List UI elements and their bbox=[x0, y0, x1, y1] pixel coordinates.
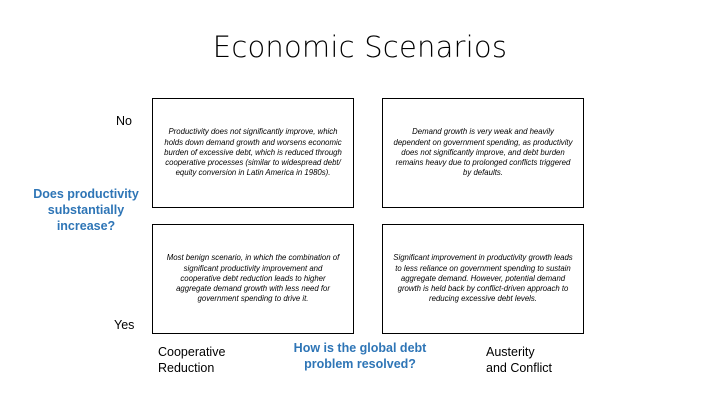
quadrant-bottom-left-text: Most benign scenario, in which the combination of significant productivity improvement and cooperative debt reduction leads to higher aggregate demand growth with less need for government spending to drive it. bbox=[166, 253, 340, 304]
productivity-question: Does productivity substantially increase? bbox=[33, 187, 139, 233]
debt-question: How is the global debt problem resolved? bbox=[293, 341, 427, 371]
x-axis-right-label: Austerity and Conflict bbox=[486, 345, 553, 375]
quadrant-top-right bbox=[382, 98, 584, 208]
y-axis-top-label: No bbox=[116, 114, 132, 128]
quadrant-top-right-text: Demand growth is very weak and heavily dependent on government spending, as productivity does not significantly improve, and debt burden remains heavy due to prolonged conflicts triggered by defaults. bbox=[393, 127, 573, 178]
slide-title: Economic Scenarios bbox=[212, 30, 508, 64]
quadrant-top-left bbox=[152, 98, 354, 208]
quadrant-top-left-text: Productivity does not significantly improve, which holds down demand growth and worsens economic burden of excessive debt, which is reduced through cooperative processes (similar to widespread debt/ equity conversion in Latin America in 1980s). bbox=[164, 127, 342, 178]
quadrant-bottom-right-text: Significant improvement in productivity growth leads to less reliance on government spending to sustain aggregate demand. However, potential demand growth is held back by conflict-driven approach to reducing excessive debt levels. bbox=[393, 253, 573, 304]
quadrant-bottom-right bbox=[382, 224, 584, 334]
x-axis-left-label: Cooperative Reduction bbox=[158, 345, 226, 375]
quadrant-bottom-left bbox=[152, 224, 354, 334]
y-axis-bottom-label: Yes bbox=[114, 318, 135, 332]
